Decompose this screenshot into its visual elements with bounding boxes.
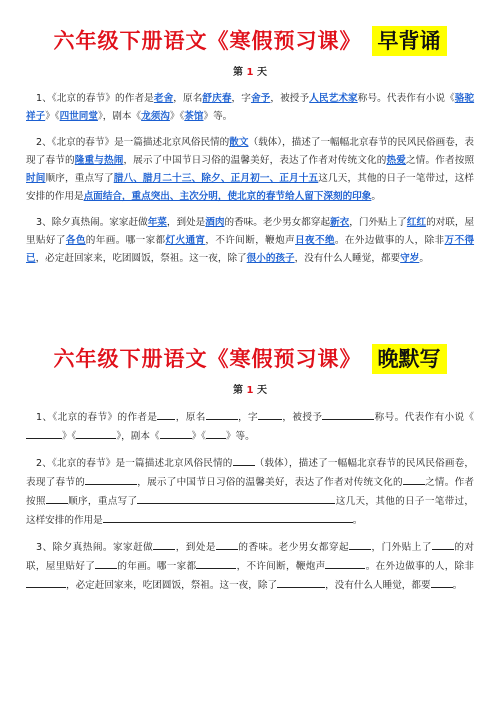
fill-blank[interactable] <box>26 427 62 439</box>
morning-title-row <box>0 26 500 56</box>
text: ，门外贴上了 <box>349 217 407 228</box>
answer: 很小的孩子 <box>246 253 295 264</box>
answer: 人民艺术家 <box>309 93 358 104</box>
fill-blank[interactable] <box>216 538 238 550</box>
text: 这几天，其他的日子一笔带过，这样安排的作用是 <box>26 173 475 202</box>
text: 的年画。哪一家都 <box>117 561 197 572</box>
fill-blank[interactable] <box>233 454 255 466</box>
day-number: 1 <box>246 67 254 78</box>
day-prefix: 第 <box>233 385 247 396</box>
fill-blank[interactable] <box>431 576 453 588</box>
text: 顺序，重点写了 <box>67 496 138 507</box>
fill-blank[interactable] <box>153 538 175 550</box>
text: 。 <box>452 580 463 591</box>
text: 2、《北京的春节》是一篇描述北京风俗民情的 <box>36 458 233 469</box>
answer: 散文 <box>229 137 249 148</box>
text: ，原名 <box>173 93 203 104</box>
text: 2、《北京的春节》是一篇描述北京风俗民情的 <box>36 137 230 148</box>
fill-blank[interactable] <box>103 511 353 523</box>
answer: 时间 <box>26 173 46 184</box>
morning-recite-badge: 早背诵 <box>372 26 447 56</box>
text: ，没有什么人睡觉，都要 <box>294 253 401 264</box>
text: ，展示了中国节日习俗的温馨美好，表达了作者对传统文化的 <box>137 477 403 488</box>
day-label <box>0 381 500 396</box>
fill-blank[interactable] <box>160 427 192 439</box>
text: 称号。代表作有小说《 <box>357 93 455 104</box>
answer: 红红 <box>406 217 427 228</box>
text: ，原名 <box>175 412 206 423</box>
answer: 守岁 <box>400 253 420 264</box>
answer: 年菜 <box>147 217 167 228</box>
fill-blank[interactable] <box>46 492 68 504</box>
text: ，必定赶回家来，吃团圆饭，祭祖。这一夜，除了 <box>35 253 247 264</box>
text: （载体），描述了一幅幅北京春节的民风民俗画卷，表现了春节的 <box>26 137 475 166</box>
morning-paragraph-3 <box>26 214 474 268</box>
day-label <box>0 63 500 78</box>
fill-blank[interactable] <box>432 538 454 550</box>
text: 顺序，重点写了 <box>45 173 114 184</box>
text: 这几天，其他的日子一笔带过，这样安排的作用是 <box>26 496 475 526</box>
text: 》等。 <box>203 111 233 122</box>
text: 的对联，屋里贴好了 <box>26 217 475 246</box>
fill-blank[interactable] <box>258 408 282 420</box>
day-number: 1 <box>246 385 254 396</box>
fill-blank[interactable] <box>206 427 226 439</box>
answer: 万不得已 <box>26 235 475 264</box>
text: 称号。代表作有小说《 <box>374 412 475 423</box>
answer: 各色 <box>65 235 86 246</box>
text: 》，剧本《 <box>116 431 160 442</box>
text: ，被授予 <box>282 412 323 423</box>
fill-blank[interactable] <box>95 557 117 569</box>
fill-blank[interactable] <box>85 473 137 485</box>
evening-paragraph-3 <box>26 538 474 595</box>
fill-blank[interactable] <box>277 576 325 588</box>
fill-blank[interactable] <box>157 408 175 420</box>
answer: 舒庆春 <box>202 93 232 104</box>
text: 之情。作者按照 <box>26 477 475 507</box>
morning-paragraph-1 <box>26 90 474 126</box>
text: ，门外贴上了 <box>371 542 432 553</box>
text: ，到处是 <box>175 542 216 553</box>
answer: 舍予 <box>250 93 271 104</box>
answer: 点面结合，重点突出、主次分明，使北京的春节给人留下深刻的印象 <box>83 191 372 202</box>
evening-paragraph-2 <box>26 454 474 530</box>
text: ，到处是 <box>166 217 206 228</box>
fill-blank[interactable] <box>403 473 425 485</box>
answer: 老舍 <box>153 93 174 104</box>
answer: 隆重与热闹 <box>74 155 124 166</box>
text: 的香味。老少男女都穿起 <box>224 217 331 228</box>
answer: 灯火通宵 <box>165 235 206 246</box>
answer: 日夜不绝 <box>295 235 335 246</box>
day-prefix: 第 <box>233 67 247 78</box>
answer: 酒肉 <box>205 217 225 228</box>
text: 的香味。老少男女都穿起 <box>237 542 350 553</box>
page-title: 六年级下册语文《寒假预习课》 <box>53 29 362 53</box>
text: ，必定赶回家来，吃团圆饭，祭祖。这一夜，除了 <box>66 580 278 591</box>
text: ，被授予 <box>270 93 310 104</box>
text: ，没有什么人睡觉，都要 <box>325 580 431 591</box>
answer: 新衣 <box>330 217 350 228</box>
text: 。 <box>352 515 363 526</box>
text: 的对联，屋里贴好了 <box>26 542 475 572</box>
evening-paragraph-1 <box>26 408 474 446</box>
text: 3、除夕真热闹。家家赶做 <box>36 542 154 553</box>
text: 。在外边做事的人，除非 <box>334 235 445 246</box>
text: 的年画。哪一家都 <box>85 235 166 246</box>
text: 》《 <box>45 111 60 122</box>
answer: 热爱 <box>386 155 406 166</box>
text: 》等。 <box>225 431 255 442</box>
text: 。 <box>371 191 381 202</box>
answer: 骆驼祥子 <box>26 93 475 122</box>
fill-blank[interactable] <box>26 576 66 588</box>
text: ，不许间断，鞭炮声 <box>236 561 326 572</box>
day-suffix: 天 <box>253 67 267 78</box>
page-title: 六年级下册语文《寒假预习课》 <box>53 347 362 371</box>
fill-blank[interactable] <box>349 538 371 550</box>
day-suffix: 天 <box>253 385 267 396</box>
fill-blank[interactable] <box>322 408 374 420</box>
text: 》，剧本《 <box>97 111 142 122</box>
text: （载体），描述了一幅幅北京春节的民风民俗画卷，表现了春节的 <box>26 458 474 488</box>
text: 》《 <box>191 431 206 442</box>
text: 1、《北京的春节》的作者是 <box>36 412 158 423</box>
text: ，展示了中国节日习俗的温馨美好，表达了作者对传统文化的 <box>123 155 387 166</box>
answer: 茶馆 <box>184 111 204 122</box>
text: 》《 <box>62 431 77 442</box>
text: 1、《北京的春节》的作者是 <box>36 93 154 104</box>
answer: 腊八、腊月二十三、除夕、正月初一、正月十五 <box>113 173 319 184</box>
text: ，字 <box>231 93 251 104</box>
evening-title-row <box>0 344 500 374</box>
morning-sheet <box>0 0 500 276</box>
answer: 龙须沟 <box>141 111 170 122</box>
text: ，字 <box>237 412 259 423</box>
text: 。 <box>419 253 429 264</box>
fill-blank[interactable] <box>196 557 236 569</box>
evening-sheet <box>0 318 500 603</box>
text: 3、除夕真热闹。家家赶做 <box>36 217 148 228</box>
text: 》《 <box>169 111 185 122</box>
text: 之情。作者按照 <box>405 155 475 166</box>
answer: 四世同堂 <box>59 111 98 122</box>
fill-blank[interactable] <box>137 492 335 504</box>
text: 。在外边做事的人，除非 <box>365 561 475 572</box>
text: ，不许间断，鞭炮声 <box>205 235 296 246</box>
fill-blank[interactable] <box>206 408 238 420</box>
fill-blank[interactable] <box>325 557 365 569</box>
evening-dictation-badge: 晚默写 <box>372 344 447 374</box>
fill-blank[interactable] <box>76 427 116 439</box>
morning-paragraph-2 <box>26 134 474 206</box>
